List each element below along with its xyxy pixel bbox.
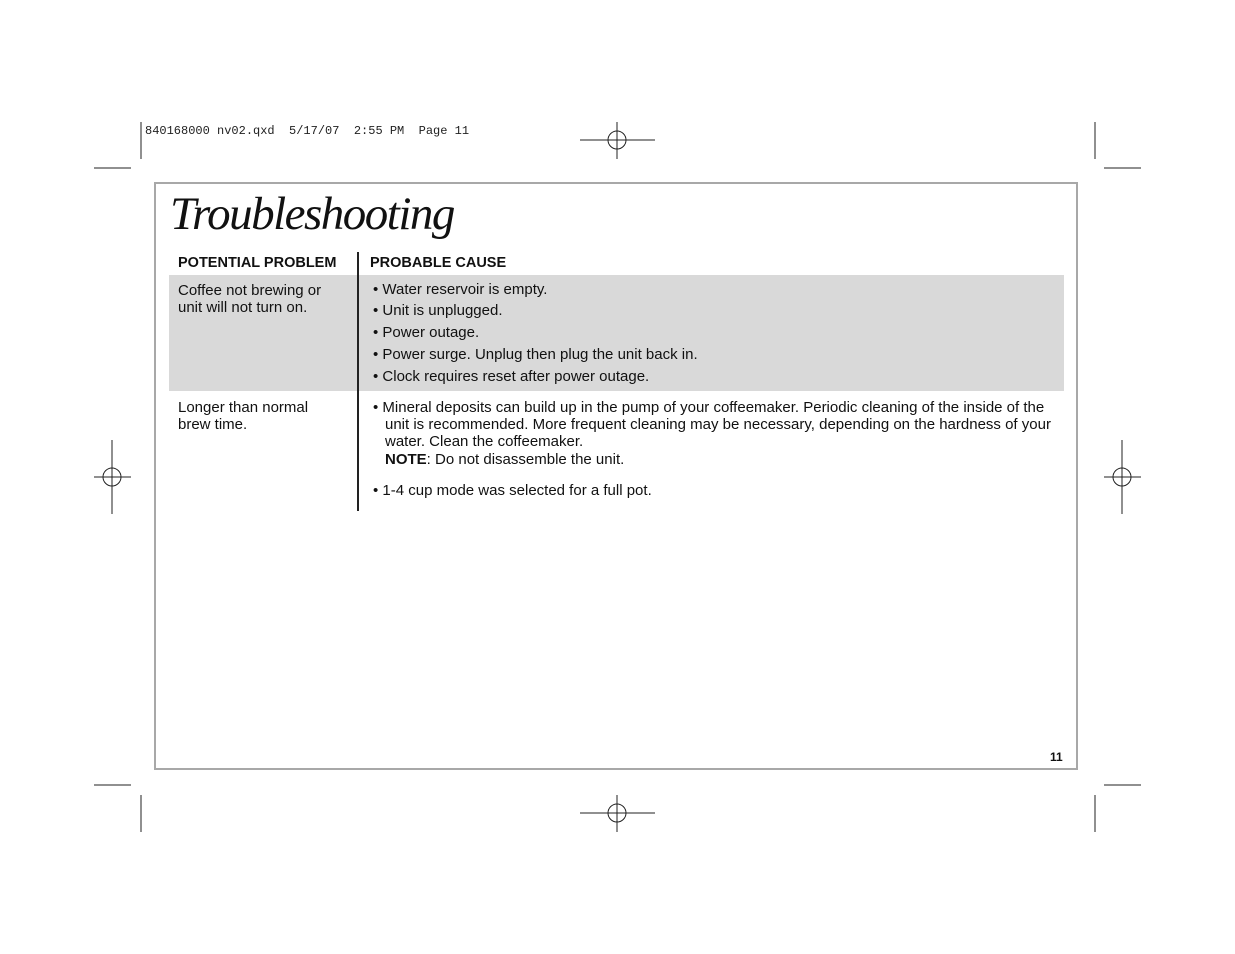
problem-cell-2: Longer than normal brew time. (178, 399, 309, 433)
cause-item-mineral-deposits: • Mineral deposits can build up in the pump of your coffeemaker. Periodic cleaning of the inside of the unit is recommended. More frequent cleaning may be necessary, depending on the hardness of your water. Clean the coffeemaker. (373, 399, 1051, 450)
cause-item: • Clock requires reset after power outage. (373, 368, 650, 385)
file-slug: 840168000 nv02.qxd 5/17/07 2:55 PM Page 11 (145, 124, 470, 138)
column-divider (357, 252, 359, 511)
cause-item: • 1-4 cup mode was selected for a full pot. (373, 482, 652, 499)
note-line (385, 451, 1060, 468)
cause-item: • Power surge. Unplug then plug the unit back in. (373, 346, 698, 363)
note-text: : Do not disassemble the unit. (426, 451, 625, 468)
page-number: 11 (1050, 750, 1063, 764)
cause-item: • Power outage. (373, 324, 480, 341)
page-title: Troubleshooting (170, 188, 454, 240)
note-label: NOTE (385, 451, 427, 468)
problem-cell-1: Coffee not brewing or unit will not turn on. (178, 282, 322, 316)
cause-item: • Unit is unplugged. (373, 302, 503, 319)
header-potential-problem: POTENTIAL PROBLEM (178, 255, 337, 271)
header-probable-cause: PROBABLE CAUSE (370, 255, 507, 271)
cause-item: • Water reservoir is empty. (373, 281, 548, 298)
